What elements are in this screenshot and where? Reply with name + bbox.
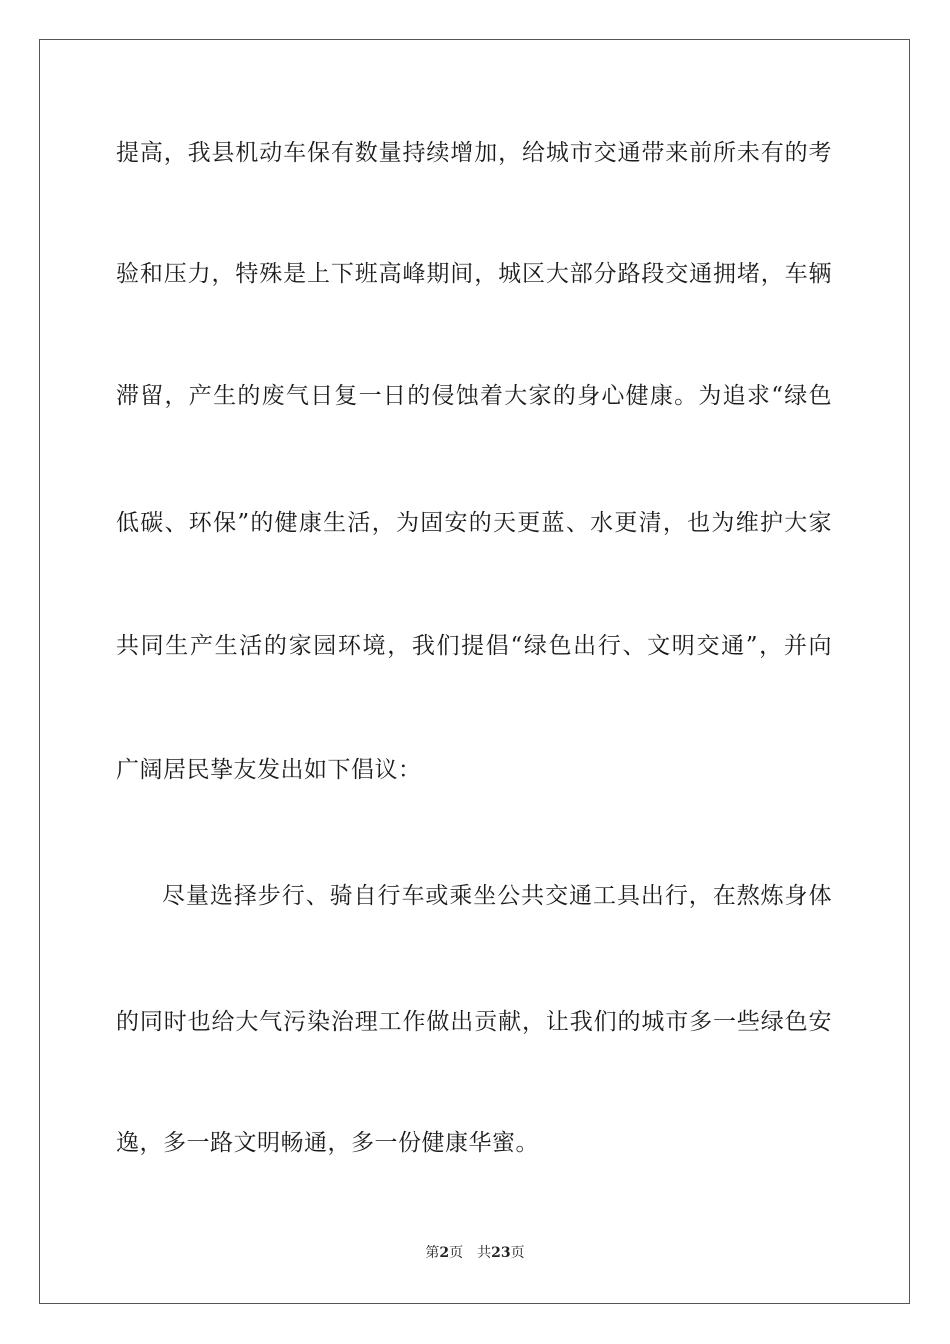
- paragraph-1-line-6: 广阔居民挚友发出如下倡议：: [116, 757, 422, 783]
- page-suffix: 页: [449, 1245, 464, 1261]
- page-border: [39, 39, 910, 1304]
- page-footer: [0, 1244, 950, 1262]
- paragraph-2-line-1: 尽量选择步行、骑自行车或乘坐公共交通工具出行，在熬炼身体: [162, 883, 832, 909]
- paragraph-1-line-2: 验和压力，特殊是上下班高峰期间，城区大部分路段交通拥堵，车辆: [116, 261, 832, 287]
- paragraph-1-line-3: 滞留，产生的废气日复一日的侵蚀着大家的身心健康。为追求“绿色: [116, 383, 832, 409]
- paragraph-2-line-3: 逸，多一路文明畅通，多一份健康华蜜。: [116, 1130, 539, 1156]
- page-number: 2: [439, 1245, 450, 1261]
- paragraph-1-line-4: 低碳、环保”的健康生活，为固安的天更蓝、水更清，也为维护大家: [116, 510, 832, 536]
- paragraph-1-line-5: 共同生产生活的家园环境，我们提倡“绿色出行、文明交通”，并向: [116, 633, 832, 659]
- total-suffix: 页: [510, 1245, 525, 1261]
- paragraph-2-line-2: 的同时也给大气污染治理工作做出贡献，让我们的城市多一些绿色安: [116, 1009, 832, 1035]
- total-prefix: 共: [477, 1245, 492, 1261]
- paragraph-1-line-1: 提高，我县机动车保有数量持续增加，给城市交通带来前所未有的考: [116, 140, 832, 166]
- page-prefix: 第: [425, 1245, 440, 1261]
- total-pages: 23: [491, 1245, 511, 1261]
